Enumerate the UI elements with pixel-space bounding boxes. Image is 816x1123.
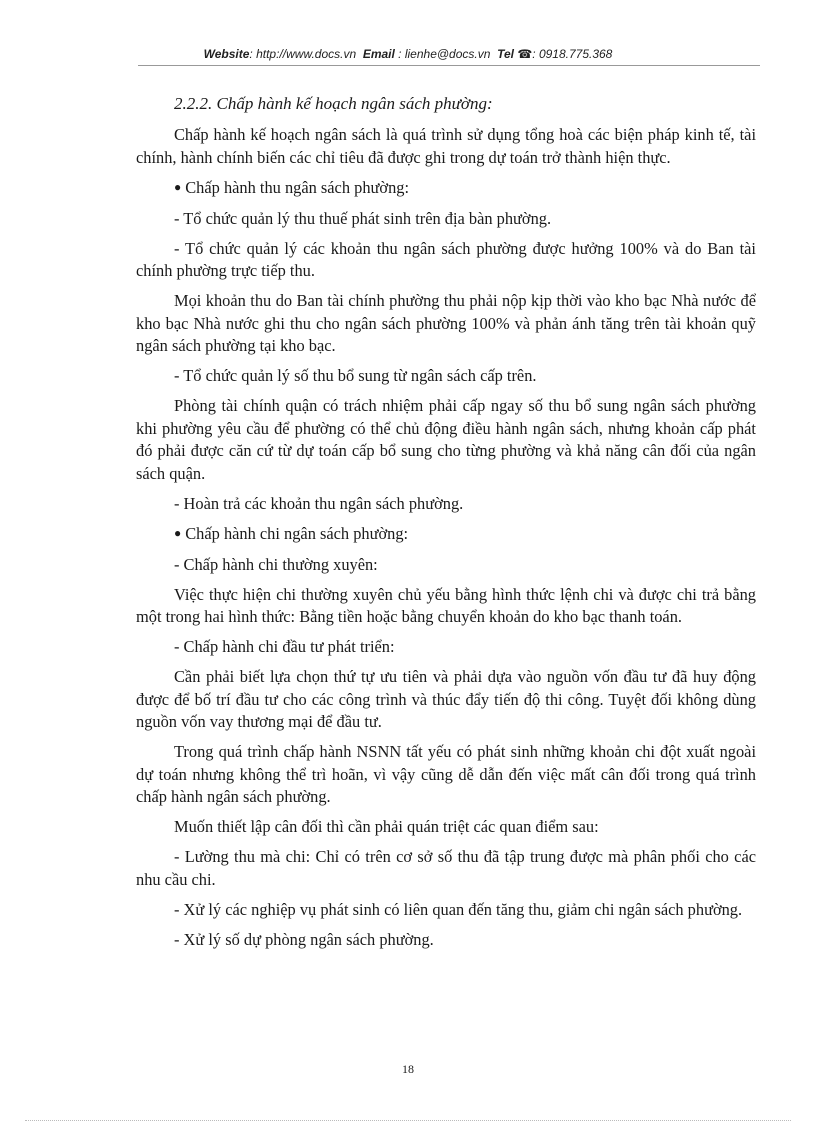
paragraph: - Hoàn trả các khoản thu ngân sách phường. [174, 493, 464, 513]
bullet-text: Chấp hành thu ngân sách phường: [185, 177, 410, 197]
paragraph: Phòng tài chính quận có trách nhiệm phải cấp ngay số thu bổ sung ngân sách phường khi phường yêu cầu để phường có thể chủ động điều hành ngân sách, nhưng khoản cấp phát đó phải được căn cứ từ dự toán cấp bổ sung cho từng phường và khả năng cân đối của ngân sách quận. [136, 396, 756, 483]
paragraph: - Xử lý số dự phòng ngân sách phường. [174, 929, 434, 949]
paragraph: Muốn thiết lập cân đối thì cần phải quán triệt các quan điểm sau: [174, 817, 599, 836]
website-label: Website [203, 47, 250, 61]
paragraph: Việc thực hiện chi thường xuyên chủ yếu bằng hình thức lệnh chi và được chi trả bằng một trong hai hình thức: Bằng tiền hoặc bằng chuyển khoản do kho bạc thanh toán. [136, 584, 756, 626]
paragraph: Trong quá trình chấp hành NSNN tất yếu có phát sinh những khoản chi đột xuất ngoài dự toán nhưng không thể trì hoãn, vì vậy cũng dễ dẫn đến việc mất cân đối trong quá trình chấp hành ngân sách phường. [136, 742, 756, 806]
bullet-text: Chấp hành chi ngân sách phường: [185, 523, 409, 543]
paragraph: - Xử lý các nghiệp vụ phát sinh có liên quan đến tăng thu, giảm chi ngân sách phường. [174, 899, 743, 919]
paragraph: - Tổ chức quản lý các khoản thu ngân sách phường được hưởng 100% và do Ban tài chính phường trực tiếp thu. [136, 238, 756, 280]
paragraph: - Lường thu mà chi: Chỉ có trên cơ sở số thu đã tập trung được mà phân phối cho các nhu cầu chi. [136, 847, 756, 889]
footer-divider [25, 1120, 791, 1121]
paragraph: - Chấp hành chi thường xuyên: [174, 554, 378, 574]
email-value: : lienhe@docs.vn [398, 47, 491, 61]
bullet-item [174, 177, 756, 201]
header-divider [138, 65, 760, 66]
bullet-item [174, 523, 756, 547]
tel-label: Tel [497, 47, 514, 61]
paragraph: - Tổ chức quản lý thu thuế phát sinh trên địa bàn phường. [174, 208, 552, 228]
phone-icon: ☎ [517, 47, 533, 61]
page-header [0, 47, 816, 61]
paragraph: - Chấp hành chi đầu tư phát triển: [174, 637, 395, 656]
tel-value: : 0918.775.368 [532, 47, 613, 61]
section-heading: 2.2.2. Chấp hành kế hoạch ngân sách phường: [174, 94, 493, 113]
document-body [136, 93, 756, 959]
paragraph: Chấp hành kế hoạch ngân sách là quá trình sử dụng tổng hoà các biện pháp kinh tế, tài chính, hành chính biến các chỉ tiêu đã được ghi trong dự toán trở thành hiện thực. [136, 125, 756, 167]
bullet-icon: ● [174, 525, 182, 540]
email-label: Email [362, 47, 395, 61]
page-number: 18 [402, 1062, 414, 1076]
paragraph: Mọi khoản thu do Ban tài chính phường thu phải nộp kịp thời vào kho bạc Nhà nước để kho bạc Nhà nước ghi thu cho ngân sách phường 100% và phản ánh tăng trên tài khoản quỹ ngân sách phường tại kho bạc. [136, 291, 756, 355]
website-value: : http://www.docs.vn [249, 47, 357, 61]
paragraph-list [136, 124, 756, 951]
bullet-icon: ● [174, 179, 182, 194]
paragraph: - Tổ chức quản lý số thu bổ sung từ ngân sách cấp trên. [174, 366, 537, 385]
paragraph: Cần phải biết lựa chọn thứ tự ưu tiên và phải dựa vào nguồn vốn đầu tư đã huy động được để bố trí đầu tư cho các công trình và thúc đẩy tiến độ thi công. Tuyệt đối không dùng nguồn vốn vay thương mại để đầu tư. [136, 667, 756, 731]
